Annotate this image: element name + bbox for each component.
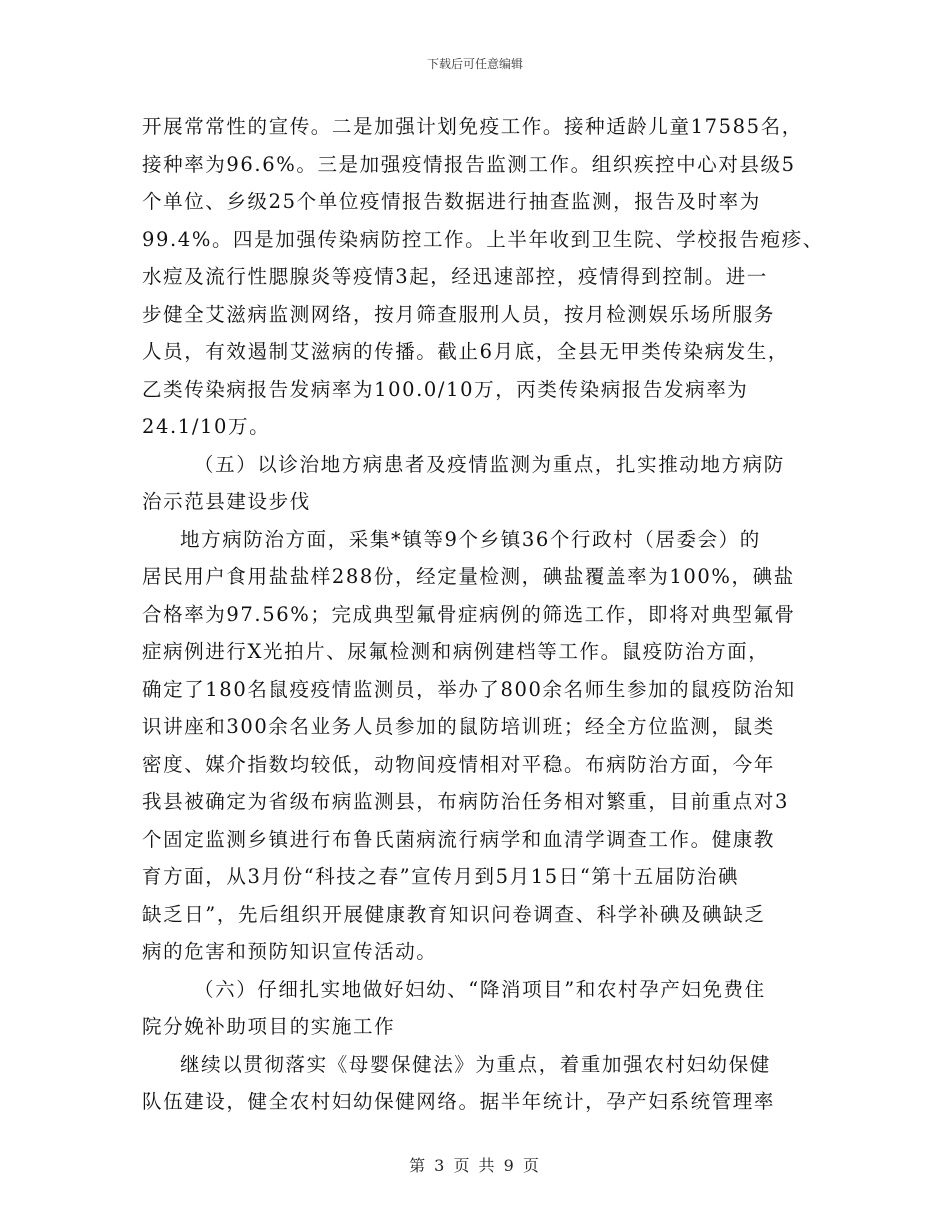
paragraph-line: 居民用户食用盐盐样288份，经定量检测，碘盐覆盖率为100%，碘盐 <box>142 565 795 588</box>
section-heading-line: 治示范县建设步伐 <box>142 490 311 513</box>
paragraph-line: 识讲座和300余名业务人员参加的鼠防培训班；经全方位监测，鼠类 <box>142 715 775 738</box>
paragraph-line: 继续以贯彻落实《母婴保健法》为重点，着重加强农村妇幼保健 <box>180 1052 771 1076</box>
page-footer: 第 3 页 共 9 页 <box>409 1156 541 1175</box>
paragraph-line: 步健全艾滋病监测网络，按月筛查服刑人员，按月检测娱乐场所服务 <box>142 302 776 326</box>
document-body <box>142 108 824 1121</box>
paragraph-line: 病的危害和预防知识宣传活动。 <box>142 940 438 963</box>
page-header: 下载后可任意编辑 <box>426 57 523 71</box>
paragraph-line: 人员，有效遏制艾滋病的传播。截止6月底，全县无甲类传染病发生， <box>142 340 790 363</box>
paragraph-line: 99.4%。四是加强传染病防控工作。上半年收到卫生院、学校报告疱疹、 <box>142 227 824 251</box>
section-heading-line: 院分娩补助项目的实施工作 <box>142 1015 396 1038</box>
paragraph-line: 水痘及流行性腮腺炎等疫情3起，经迅速部控，疫情得到控制。进一 <box>142 265 768 288</box>
paragraph-line: 接种率为96.6%。三是加强疫情报告监测工作。组织疾控中心对县级5 <box>142 152 796 176</box>
paragraph-line: 队伍建设，健全农村妇幼保健网络。据半年统计，孕产妇系统管理率 <box>142 1090 776 1113</box>
paragraph-line: 密度、媒介指数均较低，动物间疫情相对平稳。布病防治方面，今年 <box>142 752 776 776</box>
paragraph-line: 开展常常性的宣传。二是加强计划免疫工作。接种适龄儿童17585名， <box>142 115 803 138</box>
paragraph-line: 乙类传染病报告发病率为100.0/10万，丙类传染病报告发病率为 <box>142 377 749 401</box>
paragraph-line: 合格率为97.56%；完成典型氟骨症病例的筛选工作，即将对典型氟骨 <box>142 602 796 626</box>
paragraph-line: 我县被确定为省级布病监测县，布病防治任务相对繁重，目前重点对3 <box>142 790 790 813</box>
paragraph-line: 个单位、乡级25个单位疫情报告数据进行抽查监测，报告及时率为 <box>142 190 761 213</box>
paragraph-line: 24.1/10万。 <box>142 415 271 438</box>
paragraph-line: 育方面，从3月份“科技之春”宣传月到5月15日“第十五届防治碘 <box>142 865 740 888</box>
paragraph-line: 缺乏日”，先后组织开展健康教育知识问卷调查、科学补碘及碘缺乏 <box>142 902 766 926</box>
paragraph-line: 地方病防治方面，采集*镇等9个乡镇36个行政村（居委会）的 <box>180 527 761 551</box>
section-heading-line: （五）以诊治地方病患者及疫情监测为重点，扎实推动地方病防 <box>194 452 785 476</box>
paragraph-line: 确定了180名鼠疫疫情监测员，举办了800余名师生参加的鼠疫防治知 <box>142 677 796 701</box>
section-heading-line: （六）仔细扎实地做好妇幼、“降消项目”和农村孕产妇免费住 <box>194 977 766 1001</box>
paragraph-line: 个固定监测乡镇进行布鲁氏菌病流行病学和血清学调查工作。健康教 <box>142 827 776 851</box>
paragraph-line: 症病例进行X光拍片、尿氟检测和病例建档等工作。鼠疫防治方面， <box>142 640 770 663</box>
